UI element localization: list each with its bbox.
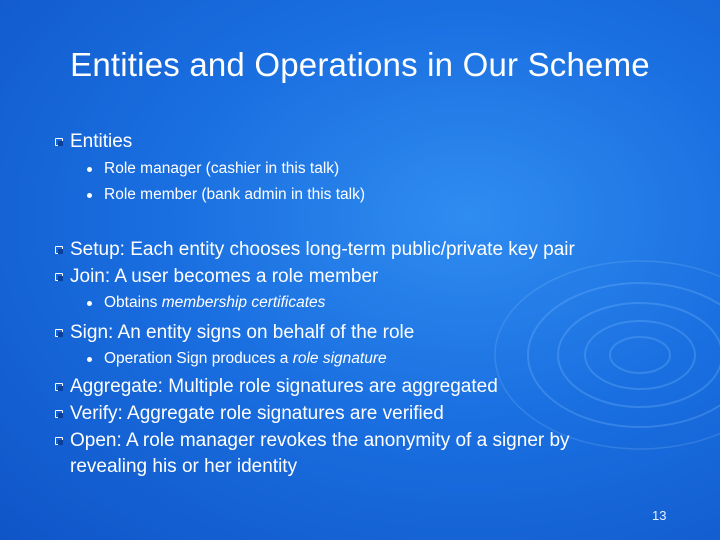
- square-bullet-icon: [55, 273, 63, 281]
- square-bullet-icon: [55, 410, 63, 418]
- emphasized-term: membership certificates: [161, 294, 326, 311]
- sub-bullet-text: Operation Sign produces a: [104, 350, 293, 367]
- square-bullet-icon: [55, 138, 63, 146]
- bullet-open-continuation: revealing his or her identity: [70, 456, 298, 477]
- emphasized-term: role signature: [292, 350, 387, 367]
- sub-bullet-role-manager: Role manager (cashier in this talk): [104, 160, 340, 177]
- square-bullet-icon: [55, 329, 63, 337]
- bullet-sign: Sign: An entity signs on behalf of the role: [70, 322, 415, 343]
- bullet-open: Open: A role manager revokes the anonymity of a signer by: [70, 430, 570, 451]
- round-bullet-icon: [87, 167, 92, 172]
- sub-bullet-role-member: Role member (bank admin in this talk): [104, 186, 366, 203]
- bullet-aggregate: Aggregate: Multiple role signatures are aggregated: [70, 376, 498, 397]
- slide-title: Entities and Operations in Our Scheme: [70, 46, 650, 83]
- sub-bullet-obtains: [104, 292, 325, 314]
- page-number: 13: [652, 508, 667, 523]
- bullet-verify: Verify: Aggregate role signatures are verified: [70, 403, 444, 424]
- round-bullet-icon: [87, 357, 92, 362]
- square-bullet-icon: [55, 383, 63, 391]
- bullet-entities: Entities: [70, 131, 133, 152]
- round-bullet-icon: [87, 193, 92, 198]
- square-bullet-icon: [55, 246, 63, 254]
- sub-bullet-text: Obtains: [104, 294, 162, 311]
- round-bullet-icon: [87, 301, 92, 306]
- sub-bullet-operation-sign: [104, 348, 387, 370]
- square-bullet-icon: [55, 437, 63, 445]
- bullet-setup: Setup: Each entity chooses long-term public/private key pair: [70, 239, 575, 260]
- bullet-join: Join: A user becomes a role member: [70, 266, 379, 287]
